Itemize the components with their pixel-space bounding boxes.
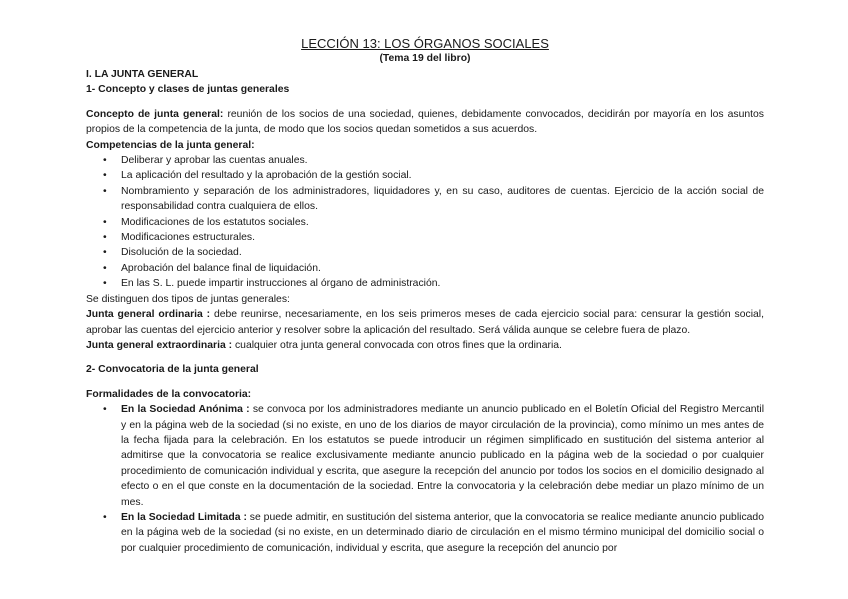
sa-label: En la Sociedad Anónima : [121, 404, 250, 416]
extraordinaria-paragraph [86, 338, 764, 353]
sl-text: se puede admitir, en sustitución del sistema anterior, que la convocatoria se realice mediante anuncio publicado en la página web de la sociedad (si no existe, en un determinado diario de circulación en el mismo término municipal del domicilio social o por cualquier procedimiento de comunicación, individual y escrita, que asegure la recepción del anuncio por [121, 511, 764, 554]
ordinaria-paragraph [86, 307, 764, 338]
list-item: • Modificaciones estructurales. [86, 230, 764, 245]
sl-label: En la Sociedad Limitada : [121, 511, 247, 523]
concept-paragraph [86, 107, 764, 138]
extraordinaria-label: Junta general extraordinaria : [86, 339, 233, 351]
subsection-heading: 2- Convocatoria de la junta general [86, 364, 259, 376]
competencias-heading: Competencias de la junta general: [86, 139, 255, 151]
list-item: • La aplicación del resultado y la aprobación de la gestión social. [86, 168, 764, 183]
formalidades-list [86, 402, 764, 556]
ordinaria-label: Junta general ordinaria : [86, 309, 211, 321]
tipos-intro: Se distinguen dos tipos de juntas generales: [86, 293, 290, 305]
list-item: • Nombramiento y separación de los administradores, liquidadores y, en su caso, auditores de cuentas. Ejercicio de la acción social de responsabilidad contra cualquiera de ellos. [86, 184, 764, 215]
list-item: • Aprobación del balance final de liquidación. [86, 261, 764, 276]
page-subtitle: (Tema 19 del libro) [379, 53, 471, 64]
page-title: LECCIÓN 13: LOS ÓRGANOS SOCIALES [301, 36, 549, 51]
list-item: • Deliberar y aprobar las cuentas anuales. [86, 153, 764, 168]
list-item [86, 402, 764, 510]
concept-label: Concepto de junta general: [86, 108, 224, 120]
concept-text: reunión de los socios de una sociedad, quienes, debidamente convocados, decidirán por mayoría en los asuntos propios de la competencia de la junta, de modo que los socios quedan sometidos a sus acuerdos. [86, 108, 765, 136]
ordinaria-text: debe reunirse, necesariamente, en los seis primeros meses de cada ejercicio social para: censurar la gestión social, aprobar las cuentas del ejercicio anterior y resolver sobre la aplicación del resultado. Será válida aunque se celebre fuera de plazo. [86, 309, 764, 336]
competencias-list [86, 153, 764, 292]
list-item: • En las S. L. puede impartir instrucciones al órgano de administración. [86, 276, 764, 291]
formalidades-heading: Formalidades de la convocatoria: [86, 388, 252, 400]
list-item [86, 510, 764, 556]
list-item: • Modificaciones de los estatutos sociales. [86, 215, 764, 230]
section-heading: I. LA JUNTA GENERAL [86, 69, 199, 80]
sa-text: se convoca por los administradores mediante un anuncio publicado en el Boletín Oficial del Registro Mercantil y en la página web de la sociedad (si no existe, en uno de los diarios de mayor circulación de la provincia), como mínimo un mes antes de la fecha fijada para la celebración. En los estatutos se puede introducir un régimen simplificado en sustitución del sistema anterior al admitirse que la convocatoria se realice exclusivamente mediante anuncio publicado en la página web de la sociedad o por cualquier procedimiento de comunicación individual y escrita, que asegure la recepción del anuncio por todos los socios en el domicilio designado al efecto o en el que conste en la documentación de la sociedad. Entre la convocatoria y la celebración debe mediar un plazo mínimo de un mes. [121, 404, 765, 508]
subsection-heading: 1- Concepto y clases de juntas generales [86, 84, 290, 96]
extraordinaria-text: cualquier otra junta general convocada con otros fines que la ordinaria. [232, 339, 562, 351]
list-item: • Disolución de la sociedad. [86, 245, 764, 260]
